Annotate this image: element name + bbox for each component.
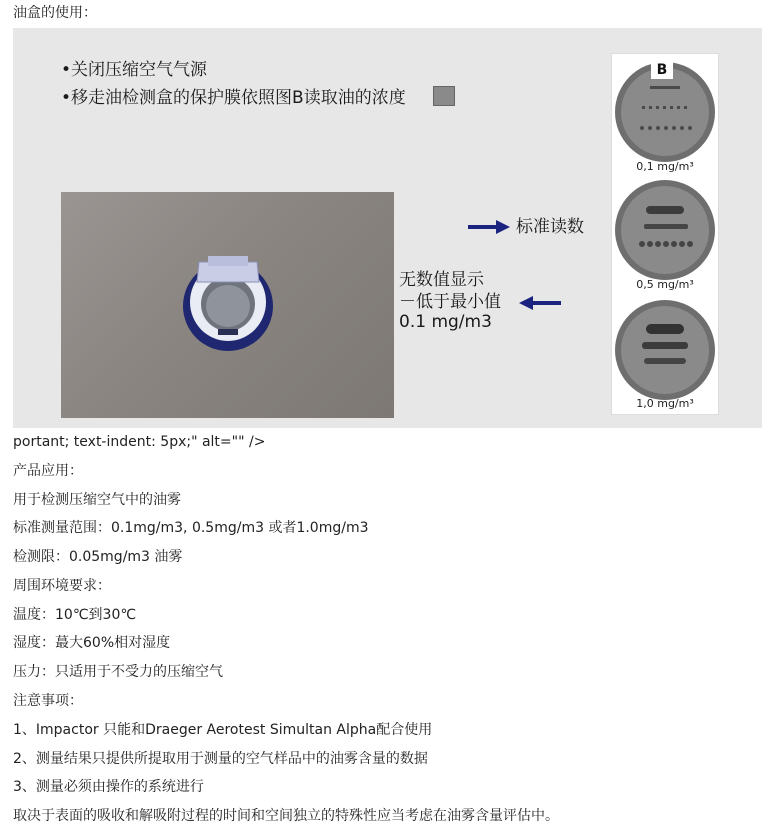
slide-bullet-2: •移走油检测盒的保护膜依照图B读取油的浓度 [61, 88, 406, 108]
text-line: 检测限：0.05mg/m3 油雾 [13, 549, 183, 565]
oil-test-box-photo [61, 192, 394, 418]
text-line: 取决于表面的吸收和解吸附过程的时间和空间独立的特殊性应当考虑在油雾含量评估中。 [13, 808, 559, 824]
text-line: 温度：10℃到30℃ [13, 607, 137, 623]
chart-letter: B [656, 62, 668, 78]
text-line: 标准测量范围：0.1mg/m3, 0.5mg/m3 或者1.0mg/m3 [13, 520, 369, 536]
slide-bullet-1: •关闭压缩空气气源 [61, 60, 208, 80]
reference-chart-b [611, 53, 719, 415]
reference-discs [612, 54, 718, 414]
standard-reading-label: 标准读数 [516, 217, 584, 237]
no-value-line-2: －低于最小值 [399, 292, 501, 312]
text-line: 产品应用： [13, 463, 83, 479]
text-line: 用于检测压缩空气中的油雾 [13, 492, 181, 508]
arrow-right-icon [468, 220, 510, 234]
text-line: 3、测量必须由操作的系统进行 [13, 779, 204, 795]
text-line: 1、Impactor 只能和Draeger Aerotest Simultan Alpha配合使用 [13, 722, 433, 738]
arrow-left-icon [519, 296, 561, 310]
disc-label-0-5: 0,5 mg/m³ [636, 278, 694, 291]
no-value-line-1: 无数值显示 [399, 270, 484, 290]
text-line: 注意事项： [13, 693, 83, 709]
broken-html-text: portant; text-indent: 5px;" alt="" /> [13, 434, 266, 450]
text-line: 周围环境要求： [13, 578, 111, 594]
no-value-line-3: 0.1 mg/m3 [399, 312, 492, 332]
text-line: 压力：只适用于不受力的压缩空气 [13, 664, 223, 680]
text-line: 2、测量结果只提供所提取用于测量的空气样品中的油雾含量的数据 [13, 751, 428, 767]
image-placeholder-icon [433, 86, 455, 106]
instruction-slide-image [13, 28, 762, 428]
section-heading: 油盒的使用： [13, 5, 97, 21]
disc-label-1-0: 1,0 mg/m³ [636, 397, 694, 410]
disc-label-0-1: 0,1 mg/m³ [636, 160, 694, 173]
text-line: 湿度：蕞大60%相对湿度 [13, 635, 171, 651]
